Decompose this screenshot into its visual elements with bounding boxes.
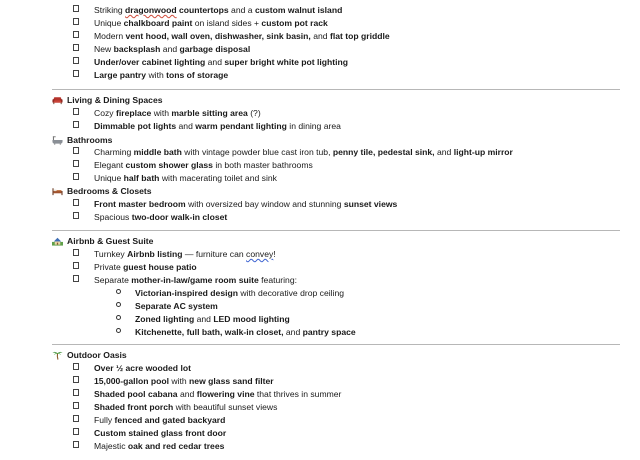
list-item-text: Majestic oak and red cedar trees — [94, 441, 225, 451]
list-item-text: Striking dragonwood countertops and a custom walnut island — [94, 5, 343, 15]
circle-bullet — [116, 302, 121, 307]
checkbox-bullet — [73, 275, 79, 282]
list-item-text: Separate mother-in-law/game room suite featuring: — [94, 275, 297, 285]
checkbox-bullet — [73, 18, 79, 25]
section-title: Outdoor Oasis — [67, 350, 127, 360]
checkbox-bullet — [73, 173, 79, 180]
section-title: Living & Dining Spaces — [67, 95, 163, 105]
sub-list-item-text: Separate AC system — [135, 301, 218, 311]
sofa-icon — [52, 95, 63, 105]
sub-list-item-text: Victorian-inspired design with decorative drop ceiling — [135, 288, 345, 298]
section-title: Bedrooms & Closets — [67, 186, 152, 196]
list-item-text: Large pantry with tons of storage — [94, 70, 229, 80]
checkbox-bullet — [73, 363, 79, 370]
section-title: Bathrooms — [67, 135, 113, 145]
circle-bullet — [116, 289, 121, 294]
checkbox-bullet — [73, 389, 79, 396]
sub-list-item-text: Kitchenette, full bath, walk-in closet, and pantry space — [135, 327, 356, 337]
list-item-text: Cozy fireplace with marble sitting area (?) — [94, 108, 261, 118]
list-item-text: Over ½ acre wooded lot — [94, 363, 191, 373]
list-item-text: Custom stained glass front door — [94, 428, 227, 438]
list-item-text: Front master bedroom with oversized bay window and stunning sunset views — [94, 199, 398, 209]
checkbox-bullet — [73, 121, 79, 128]
bathtub-icon — [52, 135, 63, 145]
section-divider — [52, 89, 620, 90]
checkbox-bullet — [73, 376, 79, 383]
section-divider — [52, 230, 620, 231]
house-icon — [52, 236, 63, 246]
checkbox-bullet — [73, 31, 79, 38]
circle-bullet — [116, 328, 121, 333]
list-item-text: Turnkey Airbnb listing — furniture can convey! — [94, 249, 276, 259]
list-item-text: Spacious two-door walk-in closet — [94, 212, 228, 222]
checkbox-bullet — [73, 415, 79, 422]
checkbox-bullet — [73, 402, 79, 409]
checkbox-bullet — [73, 44, 79, 51]
list-item-text: Unique chalkboard paint on island sides + custom pot rack — [94, 18, 328, 28]
list-item-text: 15,000-gallon pool with new glass sand filter — [94, 376, 274, 386]
list-item-text: Dimmable pot lights and warm pendant lighting in dining area — [94, 121, 341, 131]
list-item-text: Charming middle bath with vintage powder blue cast iron tub, penny tile, pedestal sink, and light-up mirror — [94, 147, 513, 157]
section-divider — [52, 344, 620, 345]
checkbox-bullet — [73, 160, 79, 167]
list-item-text: Unique half bath with macerating toilet and sink — [94, 173, 277, 183]
checkbox-bullet — [73, 441, 79, 448]
list-item-text: Under/over cabinet lighting and super bright white pot lighting — [94, 57, 349, 67]
checkbox-bullet — [73, 262, 79, 269]
list-item-text: Shaded front porch with beautiful sunset views — [94, 402, 278, 412]
checkbox-bullet — [73, 57, 79, 64]
checkbox-bullet — [73, 147, 79, 154]
checkbox-bullet — [73, 5, 79, 12]
section-title: Airbnb & Guest Suite — [67, 236, 154, 246]
checkbox-bullet — [73, 212, 79, 219]
list-item-text: Private guest house patio — [94, 262, 197, 272]
sub-list-item-text: Zoned lighting and LED mood lighting — [135, 314, 290, 324]
circle-bullet — [116, 315, 121, 320]
list-item-text: Modern vent hood, wall oven, dishwasher, sink basin, and flat top griddle — [94, 31, 390, 41]
list-item-text: Fully fenced and gated backyard — [94, 415, 226, 425]
list-item-text: Elegant custom shower glass in both master bathrooms — [94, 160, 313, 170]
checkbox-bullet — [73, 70, 79, 77]
checkbox-bullet — [73, 199, 79, 206]
list-item-text: Shaded pool cabana and flowering vine that thrives in summer — [94, 389, 342, 399]
checkbox-bullet — [73, 249, 79, 256]
bed-icon — [52, 186, 63, 196]
checkbox-bullet — [73, 428, 79, 435]
checkbox-bullet — [73, 108, 79, 115]
list-item-text: New backsplash and garbage disposal — [94, 44, 251, 54]
palm-tree-icon — [52, 350, 63, 360]
